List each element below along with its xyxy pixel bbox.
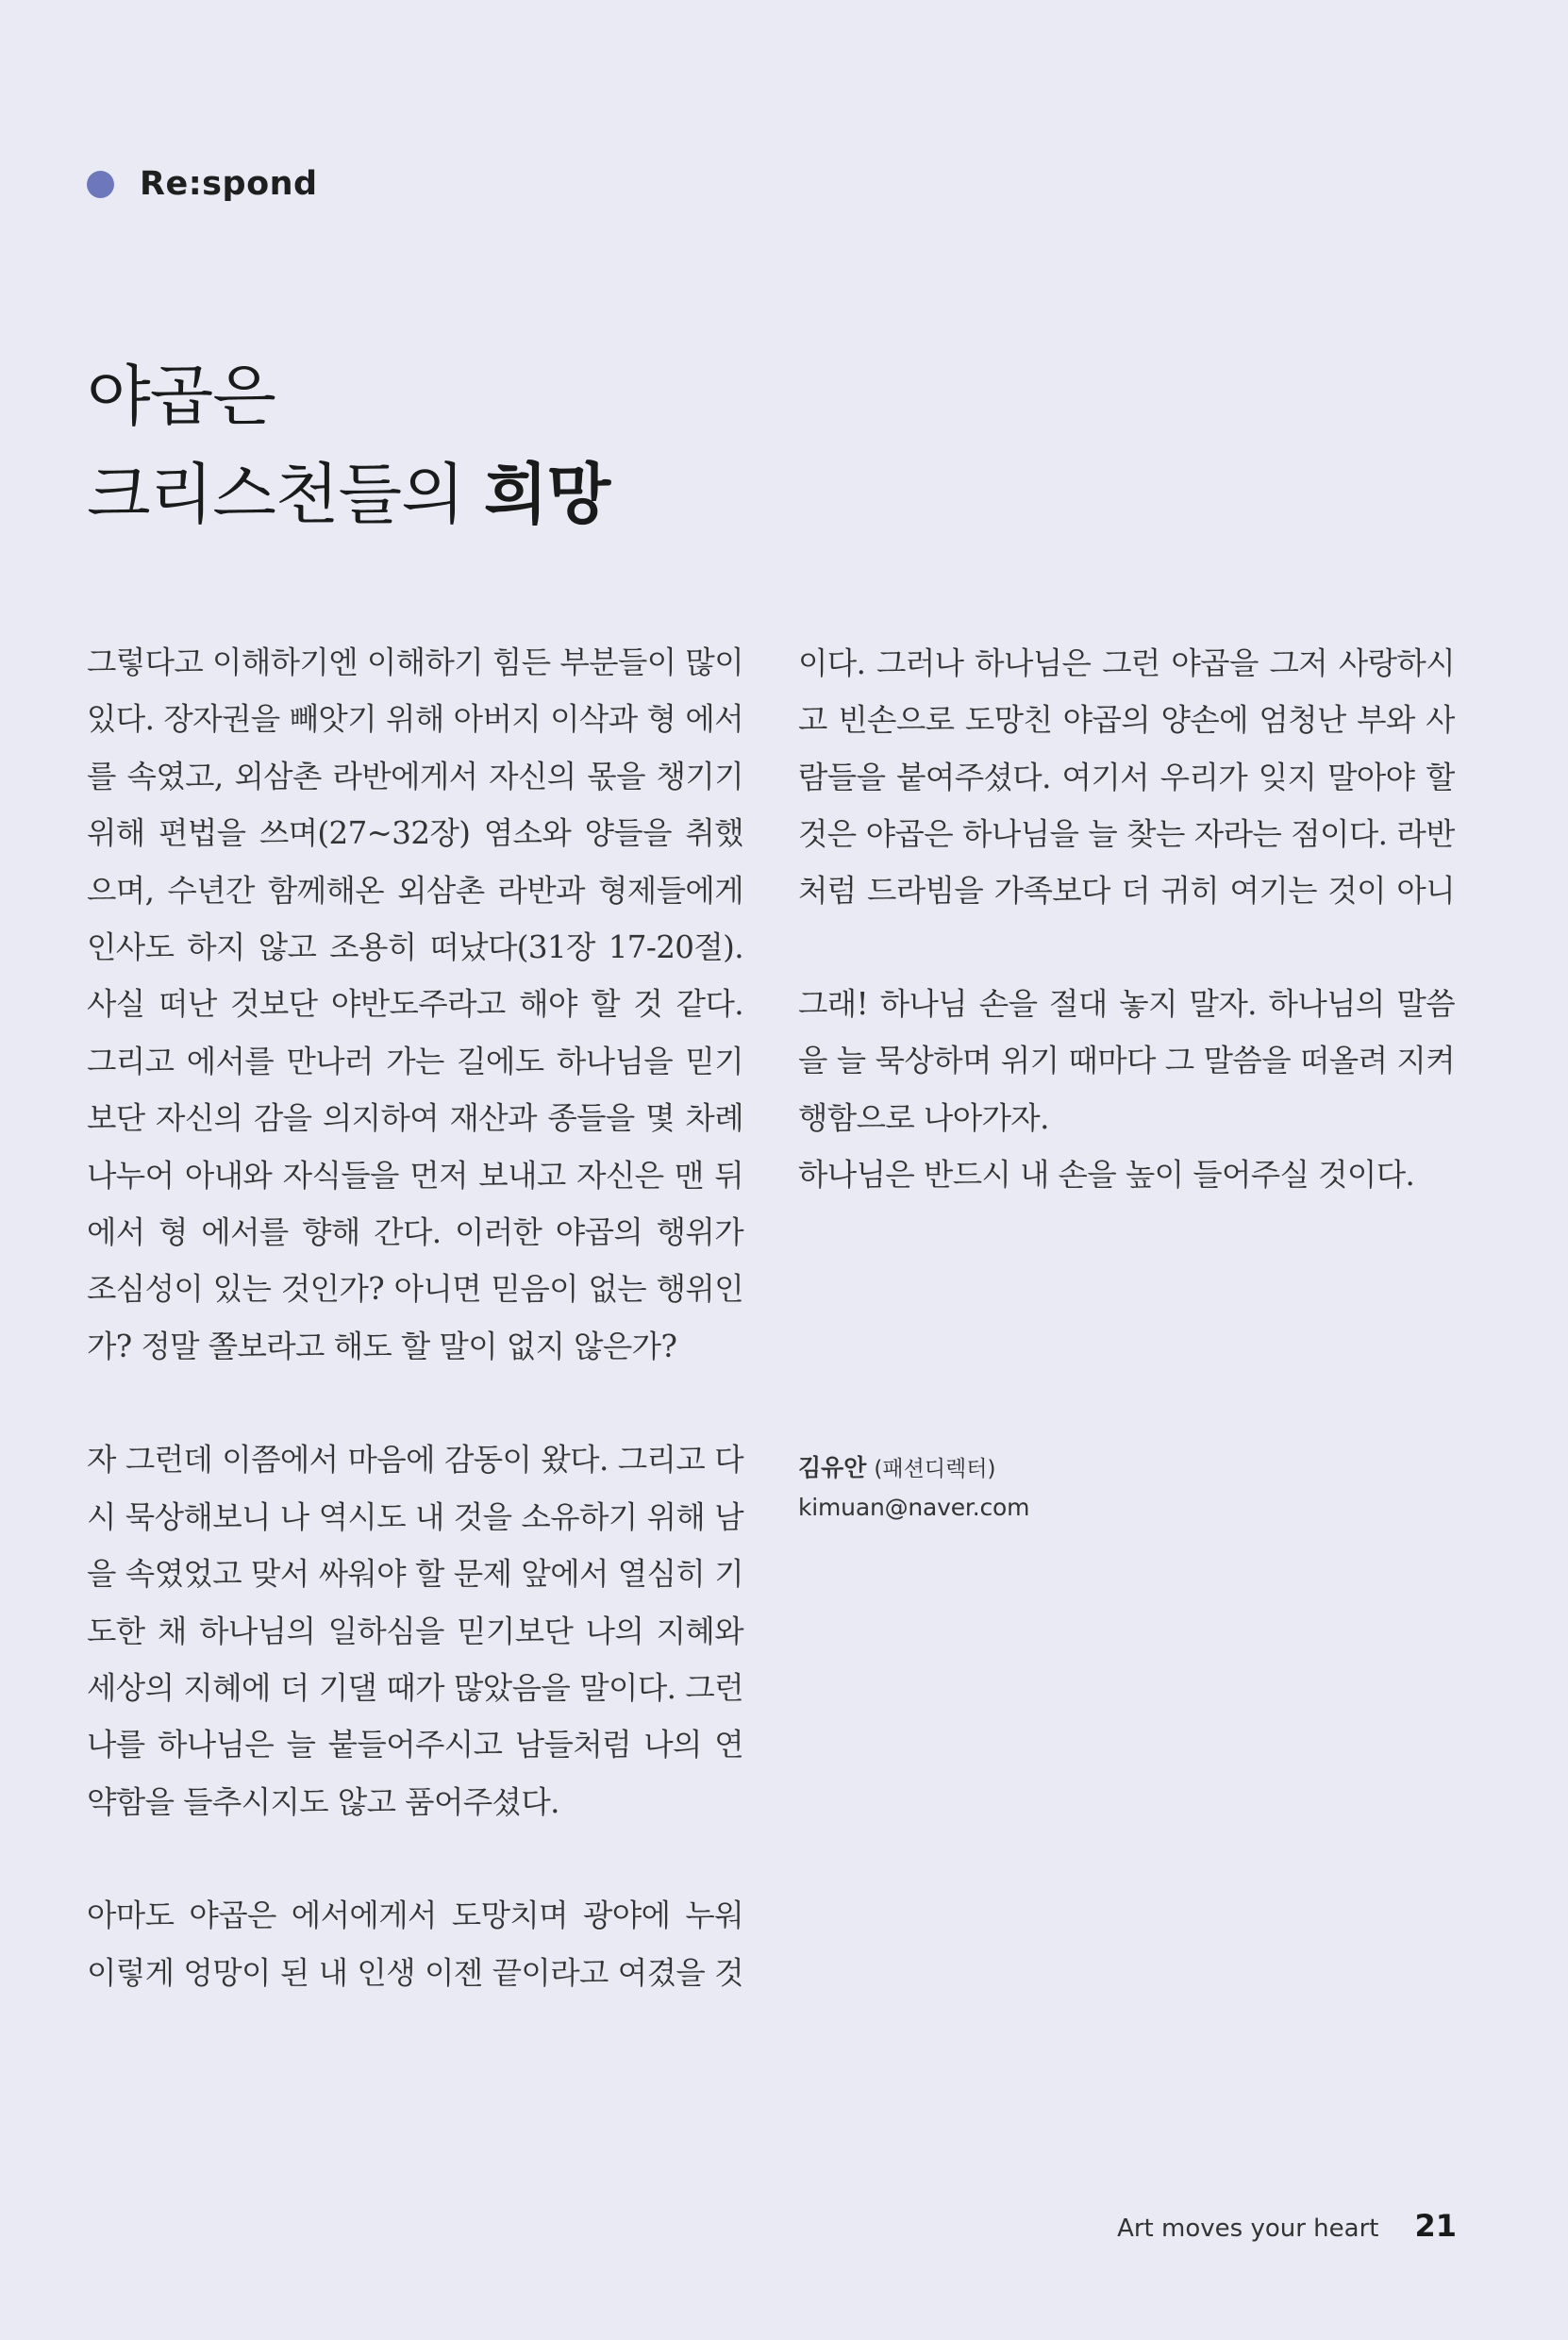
page-footer — [1117, 2208, 1457, 2244]
page-number: 21 — [1414, 2208, 1457, 2244]
title-line-2 — [87, 445, 609, 543]
paragraph-3-continued — [798, 634, 1455, 919]
section-tag — [87, 165, 318, 203]
paragraph-2: 자 그런데 이쯤에서 마음에 감동이 왔다. 그리고 다시 묵상해보니 나 역시도 내 것을 소유하기 위해 남을 속였었고 맞서 싸워야 할 문제 앞에서 열심히 기도한 채 하나님의 일하심을 믿기보단 나의 지혜와 세상의 지혜에 더 기댈 때가 많았음을 말이다. 그런 나를 하나님은 늘 붙들어주시고 남들처럼 나의 연약함을 들추시지도 않고 품어주셨다. — [87, 1442, 743, 1820]
paragraph-1: 그렇다고 이해하기엔 이해하기 힘든 부분들이 많이 있다. 장자권을 빼앗기 위해 아버지 이삭과 형 에서를 속였고, 외삼촌 라반에게서 자신의 몫을 챙기기 위해 편법을 쓰며(27~32장) 염소와 양들을 취했으며, 수년간 함께해온 외삼촌 라반과 형제들에게 인사도 하지 않고 조용히 떠났다(31장 17-20절). 사실 떠난 것보단 야반도주라고 해야 할 것 같다. 그리고 에서를 만나러 가는 길에도 하나님을 믿기보단 자신의 감을 의지하여 재산과 종들을 몇 차례 나누어 아내와 자식들을 먼저 보내고 자신은 맨 뒤에서 형 에서를 향해 간다. 이러한 야곱의 행위가 조심성이 있는 것인가? 아니면 믿음이 없는 행위인가? 정말 쫄보라고 해도 할 말이 없지 않은가? — [87, 644, 743, 1364]
paragraph-3: 아마도 야곱은 에서에게서 도망치며 광야에 누워 이렇게 엉망이 된 내 인생 이젠 끝이라고 여겼을 것 — [87, 1897, 743, 1991]
paragraph-4-closing: 하나님은 반드시 내 손을 높이 들어주실 것이다. — [798, 1157, 1415, 1194]
author-role: (패션디렉터) — [874, 1457, 996, 1481]
paragraph-4-text: 그래! 하나님 손을 절대 놓지 말자. 하나님의 말씀을 늘 묵상하며 위기 때마다 그 말씀을 떠올려 지켜 행함으로 나아가자. — [798, 986, 1455, 1136]
body-column-right — [798, 634, 1455, 1261]
byline — [798, 1449, 1029, 1528]
footer-slogan: Art moves your heart — [1117, 2215, 1379, 2243]
author-email: kimuan@naver.com — [798, 1494, 1030, 1521]
author — [798, 1449, 1029, 1488]
paragraph-3-continued-text: 이다. 그러나 하나님은 그런 야곱을 그저 사랑하시고 빈손으로 도망친 야곱의 양손에 엄청난 부와 사람들을 붙여주셨다. 여기서 우리가 잊지 말아야 할 것은 야곱은 하나님을 늘 찾는 자라는 점이다. 라반처럼 드라빔을 가족보다 더 귀히 여기는 것이 아니 — [798, 644, 1455, 910]
section-label: Re:spond — [140, 165, 318, 203]
title-line-2-plain: 크리스천들의 — [87, 456, 484, 533]
body-column-left — [87, 634, 743, 2000]
section-bullet-icon — [87, 171, 114, 198]
article-title — [87, 347, 609, 543]
paragraph-4 — [798, 976, 1455, 1204]
title-line-1: 야곱은 — [87, 358, 275, 435]
author-name: 김유안 — [798, 1454, 867, 1481]
title-line-2-bold: 희망 — [483, 455, 610, 533]
